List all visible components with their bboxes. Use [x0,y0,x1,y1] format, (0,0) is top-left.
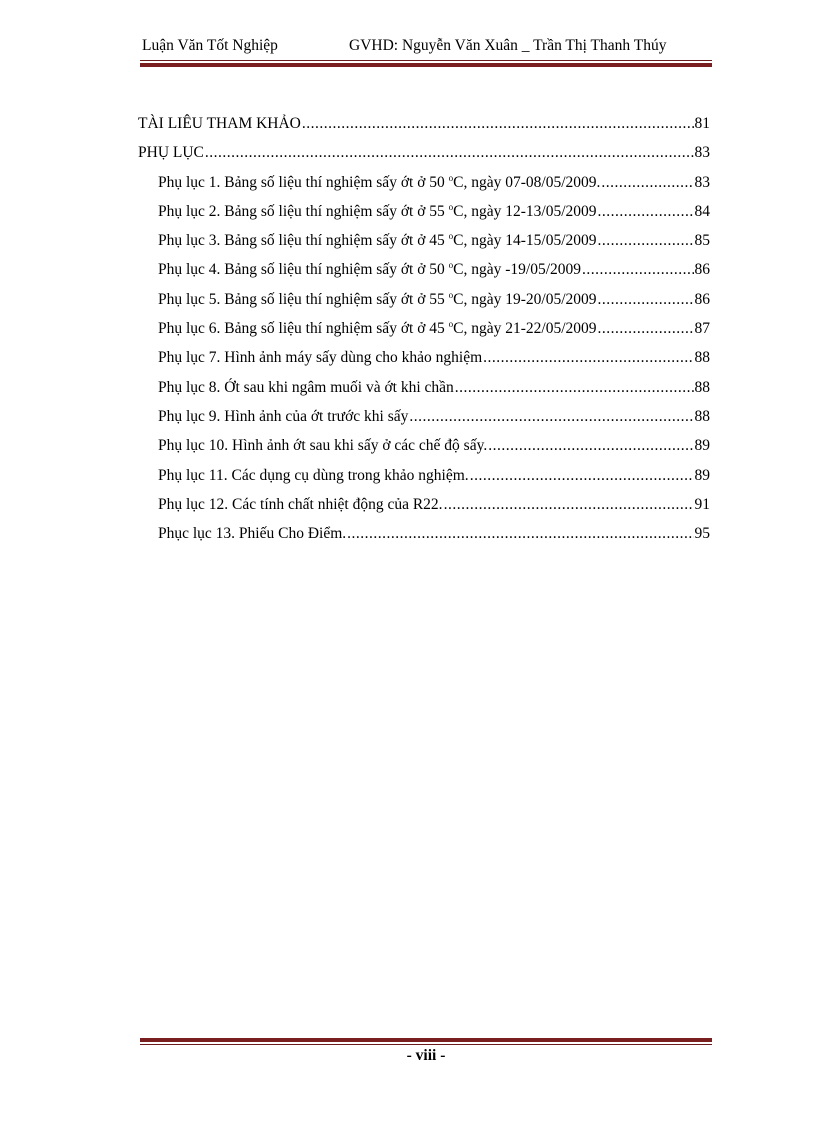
toc-entry [138,318,710,347]
toc-dot-leader [483,347,693,369]
toc-entry-title-suffix: C, ngày 21-22/05/2009 [453,320,597,338]
toc-page-number: 88 [694,378,710,396]
toc-entry-title [158,259,581,281]
toc-entry [138,435,710,464]
toc-page-number: 89 [694,437,710,455]
toc-entry [138,230,710,259]
toc-page-number: 87 [694,320,710,338]
toc-entry [138,347,710,376]
toc-page-number: 83 [694,144,710,162]
header-thesis-title: Luận Văn Tốt Nghiệp [142,37,278,54]
toc-entry [138,406,710,435]
toc-entry-title-suffix: C, ngày 07-08/05/2009. [453,173,601,191]
toc-dot-leader [598,289,694,311]
toc-entry-title [158,230,597,252]
toc-dot-leader [409,406,693,428]
toc-dot-leader [302,113,694,135]
toc-entry-title [158,406,408,428]
toc-dot-leader [582,259,693,281]
toc-page-number: 88 [694,407,710,425]
toc-dot-leader [455,377,694,399]
page-header [140,37,712,59]
toc-entry-title [138,113,301,135]
toc-entry-title-text: Phụ lục 10. Hình ảnh ớt sau khi sấy ở các chế độ sấy. [158,437,488,455]
header-advisors: GVHD: Nguyễn Văn Xuân _ Trần Thị Thanh Thúy [349,37,667,54]
degree-superscript: o [448,201,454,212]
toc-entry-title-text: Phụ lục 9. Hình ảnh của ớt trước khi sấy [158,407,409,425]
toc-entry-title-suffix: C, ngày 19-20/05/2009 [453,290,597,308]
toc-entry-title [158,435,487,457]
toc-entry-title-suffix: C, ngày 14-15/05/2009 [453,232,597,250]
toc-dot-leader [601,172,693,194]
toc-entry [138,201,710,230]
toc-page-number: 88 [694,349,710,367]
toc-entry [138,377,710,406]
toc-page-number: 83 [694,173,710,191]
footer-rule-thin-line [140,1044,712,1045]
toc-dot-leader [205,142,694,164]
header-rule [140,60,712,67]
toc-dot-leader [488,435,693,457]
toc-entry [138,494,710,523]
toc-entry [138,259,710,288]
toc-entry-title-text: Phụ lục 7. Hình ảnh máy sấy dùng cho khảo nghiệm [158,349,483,367]
toc-page-number: 85 [694,232,710,250]
toc-entry-title [138,142,204,164]
toc-entry-title-text: Phụ lục 8. Ớt sau khi ngâm muối và ớt khi chần [158,378,454,396]
toc-entry-title [158,201,597,223]
toc-entry-title [158,347,482,369]
toc-entry-title-text: Phụ lục 4. Bảng số liệu thí nghiệm sấy ớt ở 50 [158,261,449,279]
degree-superscript: o [448,172,454,183]
toc-page-number: 89 [694,466,710,484]
toc-entry-title-suffix: C, ngày -19/05/2009 [453,261,582,279]
header-rule-thin-line [140,60,712,61]
toc-page-number: 84 [694,202,710,220]
toc-entry [138,142,710,171]
toc-entry-title [158,465,469,487]
toc-entry-title [158,172,600,194]
toc-entry-title [158,289,597,311]
degree-superscript: o [448,231,454,242]
toc-page-number: 86 [694,261,710,279]
toc-entry-title [158,494,443,516]
toc-dot-leader [598,230,694,252]
table-of-contents [138,113,710,552]
toc-dot-leader [347,523,693,545]
toc-entry [138,523,710,552]
toc-entry [138,465,710,494]
toc-dot-leader [598,318,694,340]
footer-rule-thick-line [140,1038,712,1042]
toc-entry [138,113,710,142]
footer-rule [140,1038,712,1045]
toc-dot-leader [470,465,694,487]
toc-dot-leader [598,201,694,223]
toc-entry-title [158,377,454,399]
toc-entry-title-text: Phụ lục 11. Các dụng cụ dùng trong khảo nghiệm. [158,466,469,484]
toc-page-number: 95 [694,525,710,543]
toc-page-number: 81 [694,115,710,132]
toc-entry-title [158,318,597,340]
toc-page-number: 91 [694,495,710,513]
toc-entry-title-text: Phụ lục 1. Bảng số liệu thí nghiệm sấy ớt ở 50 [158,173,449,191]
toc-entry-title-suffix: C, ngày 12-13/05/2009 [453,202,597,220]
header-rule-thick-line [140,63,712,67]
degree-superscript: o [448,289,454,300]
toc-entry [138,172,710,201]
toc-entry-title-text: Phục lục 13. Phiếu Cho Điểm. [158,525,347,543]
toc-entry-title-text: Phụ lục 2. Bảng số liệu thí nghiệm sấy ớt ở 55 [158,202,449,220]
toc-entry-title-text: Phụ lục 12. Các tính chất nhiệt động của R22. [158,495,443,513]
toc-entry-title-text: Phụ lục 6. Bảng số liệu thí nghiệm sấy ớt ở 45 [158,320,449,338]
page-number: - viii - [406,1047,446,1064]
toc-entry-title-text: TÀI LIÊU THAM KHẢO [138,115,301,132]
toc-dot-leader [444,494,694,516]
degree-superscript: o [448,260,454,271]
toc-entry-title-text: PHỤ LỤC [138,144,204,162]
toc-page-number: 86 [694,290,710,308]
degree-superscript: o [448,319,454,330]
toc-entry-title-text: Phụ lục 5. Bảng số liệu thí nghiệm sấy ớt ở 55 [158,290,449,308]
toc-entry [138,289,710,318]
toc-entry-title [158,523,346,545]
toc-entry-title-text: Phụ lục 3. Bảng số liệu thí nghiệm sấy ớt ở 45 [158,232,449,250]
